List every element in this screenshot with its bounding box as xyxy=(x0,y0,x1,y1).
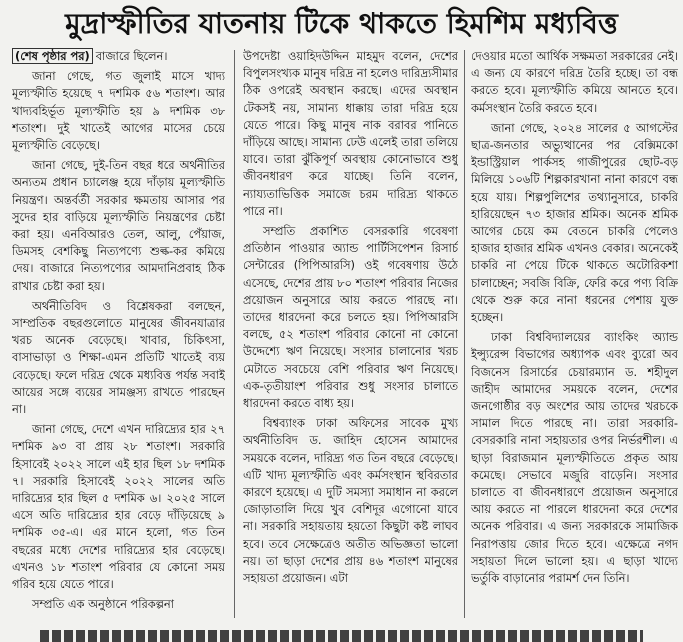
paragraph xyxy=(12,48,225,65)
cut-off-text-strip xyxy=(40,630,643,642)
article-column-2 xyxy=(243,48,458,620)
paragraph: জানা গেছে, গত জুলাই মাসে খাদ্য মূল্যস্ফীতি হয়েছে ৭ দশমিক ৫৬ শতাংশ। আর খাদ্যবহির্ভূত মূল্যস্ফীতি হয় ৯ দশমিক ৩৮ শতাংশ। দুই খাতেই আগের মাসের চেয়ে মূল্যস্ফীতি বেড়েছে। xyxy=(12,69,225,153)
paragraph: অর্থনীতিবিদ ও বিশ্লেষকরা বলছেন, সাম্প্রতিক বছরগুলোতে মানুষের জীবনযাত্রার খরচ অনেক বেড়েছে। খাবার, চিকিৎসা, বাসাভাড়া ও শিক্ষা-এমন প্রতিটি খাতেই ব্যয় বেড়েছে। ফলে দরিদ্র থেকে মধ্যবিত্ত পর্যন্ত সবাই আয়ের সঙ্গে ব্যয়ের সামঞ্জস্য রাখতে পারছেন না। xyxy=(12,298,225,417)
article-column-3 xyxy=(471,48,678,620)
paragraph: জানা গেছে, ২০২৪ সালের ৫ আগস্টের ছাত্র-জনতার অভ্যুত্থানের পর বেক্সিমকো ইন্ডাস্ট্রিয়াল পার্কসহ গাজীপুরের ছোট-বড় মিলিয়ে ১০৬টি শিল্পকারখানা নানা কারণে বন্ধ হয়ে যায়। শিল্পপুলিশের তথ্যানুসারে, চাকরি হারিয়েছেন ৭৩ হাজার শ্রমিক। অনেক শ্রমিক আগের চেয়ে কম বেতনে চাকরি পেলেও হাজার হাজার শ্রমিক এখনও বেকার। অনেকেই চাকরি না পেয়ে টিকে থাকতে অটোরিকশা চালাচ্ছেন; সবজি বিক্রি, ফেরি করে পণ্য বিক্রি থেকে শুরু করে নানা ধরনের পেশায় যুক্ত হচ্ছেন। xyxy=(471,120,678,325)
continuation-marker: (শেষ পৃষ্ঠার পর) xyxy=(12,48,93,64)
paragraph: সম্প্রতি প্রকাশিত বেসরকারি গবেষণা প্রতিষ্ঠান পাওয়ার অ্যান্ড পার্টিসিপেশন রিসার্চ সেন্টারের (পিপিআরসি) ওই গবেষণায় উঠে এসেছে, দেশের প্রায় ৮০ শতাংশ পরিবার নিজের প্রয়োজন অনুসারে আয় করতে পারছে না। তাদের ধারদেনা করে চলতে হয়। পিপিআরসি বলছে, ৫২ শতাংশ পরিবার কোনো না কোনো উদ্দেশ্যে ঋণ নিয়েছে। সংসার চালানোর খরচ মেটাতে সবচেয়ে বেশি পরিবার ঋণ নিয়েছে। এক-তৃতীয়াংশ পরিবার শুধু সংসার চালাতে ধারদেনা করতে বাধ্য হয়। xyxy=(243,224,458,411)
column-divider xyxy=(234,50,235,618)
paragraph: উপদেষ্টা ওয়াহিদউদ্দিন মাহমুদ বলেন, দেশের বিপুলসংখ্যক মানুষ দরিদ্র না হলেও দারিদ্র্যসীমার ঠিক ওপরেই অবস্থান করছে। এদের অবস্থান টেকসই নয়, সামান্য ধাক্কায় তারা দরিদ্র হয়ে যেতে পারে। কিছু মানুষ নাক বরাবর পানিতে দাঁড়িয়ে আছে। সামান্য ঢেউ এলেই তারা তলিয়ে যাবে। তারা ঝুঁকিপূর্ণ অবস্থায় কোনোভাবে শুধু জীবনধারণ করে যাচ্ছে। তিনি বলেন, ন্যায্যতাভিত্তিক সমাজে চরম দারিদ্র্য থাকতে পারে না। xyxy=(243,49,458,218)
article-column-1 xyxy=(12,48,225,620)
paragraph: জানা গেছে, দুই-তিন বছর ধরে অর্থনীতির অন্যতম প্রধান চ্যালেঞ্জ হয়ে দাঁড়ায় মূল্যস্ফীতি নিয়ন্ত্রণ। অন্তর্বর্তী সরকার ক্ষমতায় আসার পর সুদের হার বাড়িয়ে মূল্যস্ফীতি নিয়ন্ত্রণের চেষ্টা করা হয়। এনবিআরও তেল, আলু, পেঁয়াজ, ডিমসহ বেশকিছু নিত্যপণ্যে শুল্ক-কর কমিয়ে দেয়। বাজারে নিত্যপণ্যের আমদানিপ্রবাহ ঠিক রাখার চেষ্টা করা হয়। xyxy=(12,158,225,293)
paragraph-text: বাজারে ছিলেন। xyxy=(95,49,168,63)
paragraph: জানা গেছে, দেশে এখন দারিদ্র্যের হার ২৭ দশমিক ৯৩ বা প্রায় ২৮ শতাংশ। সরকারি হিসাবেই ২০২২ সালে এই হার ছিল ১৮ দশমিক ৭। সরকারি হিসাবেই ২০২২ সালের অতি দারিদ্র্যের হার ছিল ৫ দশমিক ৬। ২০২৫ সালে এসে অতি দারিদ্র্যের হার বেড়ে দাঁড়িয়েছে ৯ দশমিক ৩৫-এ। এর মানে হলো, গত তিন বছরের মধ্যে দেশের দারিদ্র্যের হার বেড়েছে। এখনও ১৮ শতাংশ পরিবার যে কোনো সময় গরিব হয়ে যেতে পারে। xyxy=(12,422,225,592)
paragraph: ঢাকা বিশ্ববিদ্যালয়ের ব্যাংকিং অ্যান্ড ইন্স্যুরেন্স বিভাগের অধ্যাপক এবং ব্যুরো অব বিজনেস রিসার্চের চেয়ারম্যান ড. শহীদুল জাহীদ আমাদের সময়কে বলেন, দেশের জনগোষ্ঠীর বড় অংশের আয় তাদের খরচকে সামাল দিতে পারছে না। তারা সরকারি-বেসরকারি নানা সহায়তার ওপর নির্ভরশীল। এ ছাড়া বিরাজমান মূল্যস্ফীতিতে প্রকৃত আয় কমেছে। সেভাবে মজুরি বাড়েনি। সংসার চালাতে বা জীবনধারণে প্রয়োজন অনুসারে আয় করতে না পারলে ধারদেনা করে দেশের অনেক পরিবার। এ জন্য সরকারকে সামাজিক নিরাপত্তায় জোর দিতে হবে। এক্ষেত্রে নগদ সহায়তা দিলে ভালো হয়। এ ছাড়া খাদ্যে ভর্তুকি বাড়ানোর পরামর্শ দেন তিনি। xyxy=(471,330,678,586)
headline: মুদ্রাস্ফীতির যাতনায় টিকে থাকতে হিমশিম মধ্যবিত্ত xyxy=(65,7,618,40)
paragraph: বিশ্বব্যাংক ঢাকা অফিসের সাবেক মুখ্য অর্থনীতিবিদ ড. জাহিদ হোসেন আমাদের সময়কে বলেন, দারিদ্র্য গত তিন বছরে বেড়েছে। এটি খাদ্য মূল্যস্ফীতি এবং কর্মসংস্থান স্থবিরতার কারণে হয়েছে। এ দুটি সমস্যা সমাধান না করলে জোড়াতালি দিয়ে খুব বেশিদূর এগোনো যাবে না। সরকারি সহায়তায় হয়তো কিছুটা কষ্ট লাঘব হবে। তবে সেক্ষেত্রেও অতীত অভিজ্ঞতা ভালো নয়। তা ছাড়া দেশের প্রায় ৪৬ শতাংশ মানুষের সহায়তা প্রয়োজন। এটা xyxy=(243,416,458,586)
column-divider xyxy=(464,50,465,618)
paragraph: দেওয়ার মতো আর্থিক সক্ষমতা সরকারের নেই। এ জন্য যে কারণে দরিদ্র তৈরি হচ্ছে। তা বন্ধ করতে হবে। মূল্যস্ফীতি কমিয়ে আনতে হবে। কর্মসংস্থান তৈরি করতে হবে। xyxy=(471,49,678,115)
cut-off-next-headline xyxy=(0,624,683,642)
paragraph: সম্প্রতি এক অনুষ্ঠানে পরিকল্পনা xyxy=(32,597,174,612)
